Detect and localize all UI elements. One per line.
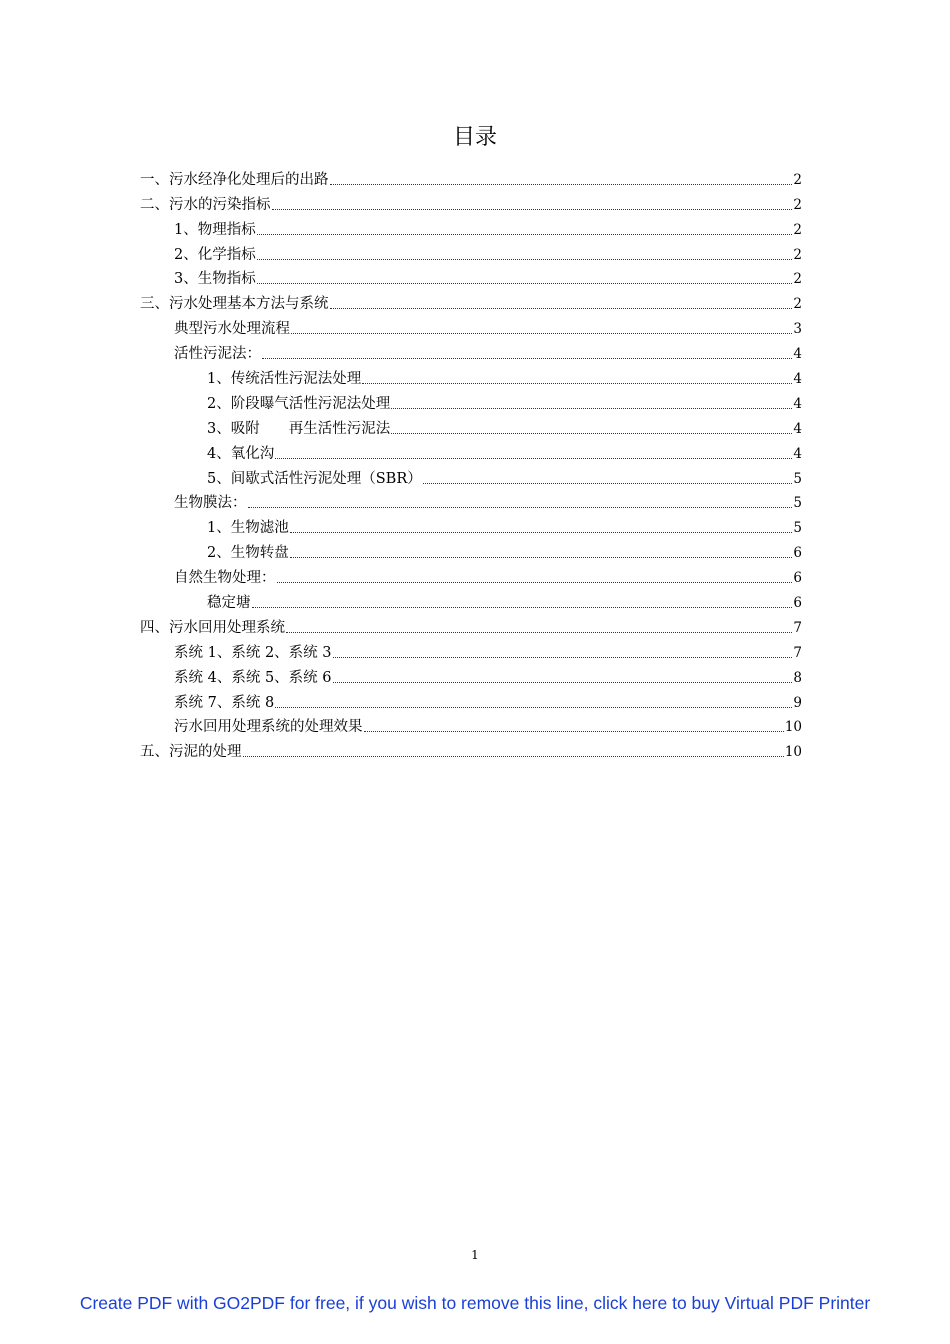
toc-entry-title: 一、污水经净化处理后的出路 — [140, 171, 329, 188]
toc-entry[interactable] — [140, 314, 802, 339]
toc-entry-title: 2、化学指标 — [174, 246, 256, 263]
toc-title: 目录 — [452, 125, 497, 150]
toc-leader-dots — [333, 657, 793, 658]
toc-leader-dots — [391, 433, 792, 434]
go2pdf-banner-link[interactable]: Create PDF with GO2PDF for free, if you wish to remove this line, click here to buy Virtual PDF Printer — [79, 1293, 871, 1313]
toc-entry[interactable] — [140, 713, 802, 738]
toc-leader-dots — [290, 532, 793, 533]
toc-entry-page: 5 — [793, 470, 802, 487]
toc-leader-dots — [286, 632, 792, 633]
toc-entry-title: 系统 1、系统 2、系统 3 — [174, 644, 332, 661]
toc-entry-title: 2、阶段曝气活性污泥法处理 — [207, 395, 391, 412]
toc-entry-title: 四、污水回用处理系统 — [140, 619, 285, 636]
toc-entry[interactable] — [140, 364, 802, 389]
toc-entry-title: 3、吸附 再生活性污泥法 — [207, 420, 391, 437]
toc-entry[interactable] — [140, 464, 802, 489]
toc-entry-title: 1、物理指标 — [174, 221, 256, 238]
toc-entry-title: 5、间歇式活性污泥处理（SBR） — [207, 470, 422, 487]
toc-entry-page: 10 — [784, 744, 802, 761]
toc-entry-title: 4、氧化沟 — [207, 445, 275, 462]
toc-entry-page: 2 — [793, 271, 802, 288]
page-number: 1 — [471, 1248, 479, 1262]
toc-entry-page: 8 — [793, 669, 802, 686]
toc-entry-page: 2 — [793, 221, 802, 238]
toc-leader-dots — [243, 756, 784, 757]
toc-entry-page: 7 — [793, 619, 802, 636]
toc-leader-dots — [291, 333, 792, 334]
toc-entry[interactable] — [140, 414, 802, 439]
toc-entry-title: 三、污水处理基本方法与系统 — [140, 296, 329, 313]
toc-entry[interactable] — [140, 538, 802, 563]
toc-leader-dots — [423, 483, 793, 484]
toc-entry-page: 2 — [793, 246, 802, 263]
toc-entry-title: 系统 4、系统 5、系统 6 — [174, 669, 332, 686]
toc-leader-dots — [257, 234, 793, 235]
toc-entry-title: 系统 7、系统 8 — [174, 694, 275, 711]
toc-leader-dots — [364, 731, 784, 732]
toc-entry[interactable] — [140, 613, 802, 638]
toc-leader-dots — [262, 358, 792, 359]
toc-entry[interactable] — [140, 663, 802, 688]
toc-leader-dots — [275, 707, 792, 708]
toc-entry[interactable] — [140, 165, 802, 190]
toc-entry[interactable] — [140, 688, 802, 713]
toc-entry-page: 5 — [793, 520, 802, 537]
toc-entry[interactable] — [140, 339, 802, 364]
toc-entry-title: 1、生物滤池 — [207, 520, 289, 537]
table-of-contents — [140, 165, 802, 762]
toc-entry[interactable] — [140, 215, 802, 240]
toc-leader-dots — [362, 383, 792, 384]
toc-entry-page: 10 — [784, 719, 802, 736]
toc-leader-dots — [248, 507, 793, 508]
toc-entry-page: 2 — [793, 296, 802, 313]
toc-entry-page: 4 — [793, 346, 802, 363]
toc-entry-title: 自然生物处理： — [174, 570, 276, 587]
toc-entry-title: 典型污水处理流程 — [174, 321, 290, 338]
toc-leader-dots — [272, 209, 793, 210]
toc-leader-dots — [275, 458, 792, 459]
toc-entry-page: 9 — [793, 694, 802, 711]
toc-entry[interactable] — [140, 489, 802, 514]
toc-entry-page: 4 — [793, 420, 802, 437]
toc-entry[interactable] — [140, 563, 802, 588]
toc-leader-dots — [257, 259, 793, 260]
toc-leader-dots — [330, 308, 793, 309]
toc-leader-dots — [290, 557, 793, 558]
toc-entry-title: 2、生物转盘 — [207, 545, 289, 562]
toc-entry-title: 稳定塘 — [207, 595, 251, 612]
toc-entry[interactable] — [140, 265, 802, 290]
toc-entry-page: 2 — [793, 196, 802, 213]
toc-entry[interactable] — [140, 638, 802, 663]
toc-leader-dots — [257, 283, 793, 284]
toc-entry[interactable] — [140, 190, 802, 215]
toc-entry-page: 5 — [793, 495, 802, 512]
toc-entry-title: 1、传统活性污泥法处理 — [207, 371, 362, 388]
toc-entry[interactable] — [140, 289, 802, 314]
toc-entry-page: 7 — [793, 644, 802, 661]
toc-entry-page: 4 — [793, 395, 802, 412]
toc-entry[interactable] — [140, 240, 802, 265]
toc-leader-dots — [330, 184, 793, 185]
toc-leader-dots — [277, 582, 793, 583]
toc-entry-title: 活性污泥法： — [174, 346, 261, 363]
toc-leader-dots — [333, 682, 793, 683]
toc-entry[interactable] — [140, 737, 802, 762]
toc-entry[interactable] — [140, 588, 802, 613]
toc-entry-title: 二、污水的污染指标 — [140, 196, 271, 213]
toc-entry-title: 污水回用处理系统的处理效果 — [174, 719, 363, 736]
toc-entry-page: 4 — [793, 371, 802, 388]
toc-entry-page: 6 — [793, 545, 802, 562]
toc-leader-dots — [391, 408, 792, 409]
toc-entry[interactable] — [140, 389, 802, 414]
toc-leader-dots — [252, 607, 793, 608]
toc-entry-page: 4 — [793, 445, 802, 462]
toc-entry-page: 6 — [793, 570, 802, 587]
toc-entry-title: 3、生物指标 — [174, 271, 256, 288]
toc-entry-title: 生物膜法： — [174, 495, 247, 512]
toc-entry-page: 3 — [793, 321, 802, 338]
toc-entry[interactable] — [140, 513, 802, 538]
toc-entry-title: 五、污泥的处理 — [140, 744, 242, 761]
toc-entry-page: 6 — [793, 595, 802, 612]
toc-entry[interactable] — [140, 439, 802, 464]
toc-entry-page: 2 — [793, 171, 802, 188]
